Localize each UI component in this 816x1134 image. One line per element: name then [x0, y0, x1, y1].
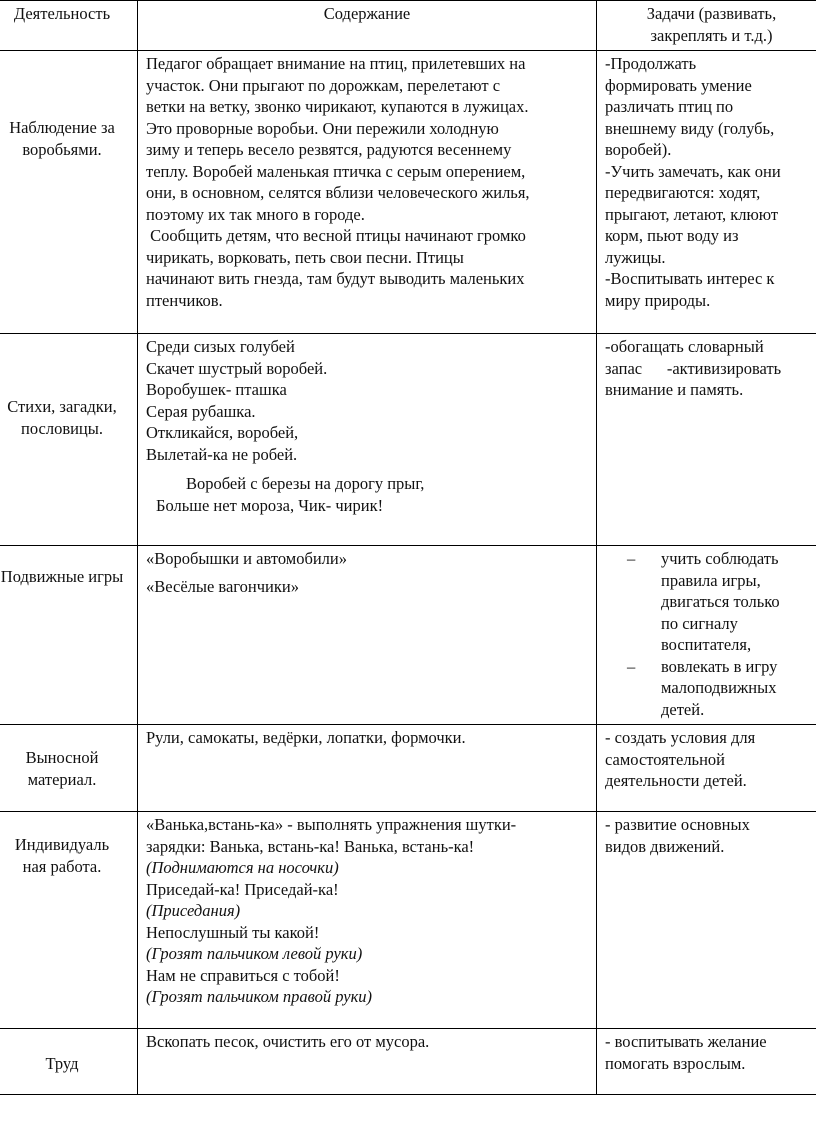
tasks-cell	[597, 51, 816, 334]
poem-line: Откликайся, воробей,	[146, 423, 299, 442]
task-line: самостоятельной	[605, 749, 725, 769]
exercise-note: (Грозят пальчиком левой руки)	[146, 944, 363, 963]
task-line: - воспитывать желание	[605, 1032, 767, 1051]
riddle-block	[146, 473, 588, 516]
task-line: корм, пьют воду из	[605, 226, 739, 245]
tasks-cell	[597, 812, 816, 1029]
content-line: они, в основном, селятся вблизи человеческого жилья,	[146, 183, 530, 202]
content-line: зиму и теперь весело резвятся, радуются весеннему	[146, 140, 512, 159]
activity-label: пословицы.	[21, 418, 103, 438]
content-line: Рули, самокаты, ведёрки, лопатки, формочки.	[146, 728, 466, 747]
tasks-list	[605, 548, 816, 720]
task-line: внимание и память.	[605, 380, 744, 399]
content-line: участок. Они прыгают по дорожкам, перелетают с	[146, 75, 501, 95]
activity-cell	[0, 334, 138, 546]
activity-cell	[0, 546, 138, 725]
exercise-line: зарядки: Ванька, встань-ка! Ванька, встань-ка!	[146, 836, 475, 856]
content-line: начинают вить гнезда, там будут выводить маленьких	[146, 269, 525, 288]
task-line: -Учить замечать, как они	[605, 161, 781, 181]
task-line: прыгают, летают, клюют	[605, 204, 779, 224]
activity-label: воробьями.	[22, 139, 102, 159]
content-line: Сообщить детям, что весной птицы начинают громко	[146, 226, 526, 245]
content-line: ветки на ветку, звонко чирикают, купаются в лужицах.	[146, 97, 529, 116]
header-content	[138, 1, 597, 51]
header-content-text: Содержание	[323, 4, 411, 23]
task-line: помогать взрослым.	[605, 1053, 746, 1073]
task-line: – вовлекать в игру	[661, 656, 778, 676]
header-activity	[0, 1, 138, 51]
poem-line: Среди сизых голубей	[146, 337, 295, 356]
list-item	[661, 656, 816, 721]
content-cell	[138, 1029, 597, 1095]
table-row	[0, 334, 816, 546]
task-line: деятельности детей.	[605, 771, 747, 790]
list-item	[661, 548, 816, 656]
activity-label: Выносной	[25, 748, 99, 767]
task-line: двигаться только	[661, 592, 780, 611]
table-row	[0, 812, 816, 1029]
task-line: -Воспитывать интерес к	[605, 269, 775, 288]
poem-line: Вылетай-ка не робей.	[146, 444, 298, 464]
task-line: запас -активизировать	[605, 358, 782, 378]
activity-cell	[0, 812, 138, 1029]
tasks-cell	[597, 546, 816, 725]
tasks-cell	[597, 1029, 816, 1095]
activity-cell	[0, 725, 138, 812]
exercise-note: (Поднимаются на носочки)	[146, 858, 339, 877]
task-line: - развитие основных	[605, 815, 750, 834]
task-line: лужицы.	[605, 247, 666, 267]
content-line: Педагог обращает внимание на птиц, прилетевших на	[146, 54, 526, 73]
task-line: миру природы.	[605, 290, 711, 310]
activity-cell	[0, 51, 138, 334]
activity-label: Стихи, загадки,	[7, 397, 117, 416]
task-line: формировать умение	[605, 75, 752, 95]
content-cell	[138, 812, 597, 1029]
task-line: правила игры,	[661, 570, 761, 590]
poem-line: Скачет шустрый воробей.	[146, 358, 328, 378]
task-line: внешнему виду (голубь,	[605, 118, 775, 138]
task-line: различать птиц по	[605, 97, 734, 116]
exercise-line: Приседай-ка! Приседай-ка!	[146, 879, 339, 899]
task-line: - создать условия для	[605, 728, 756, 747]
poem-line: Серая рубашка.	[146, 401, 256, 421]
table-row	[0, 1029, 816, 1095]
activity-label: Труд	[45, 1054, 79, 1073]
game-name: «Весёлые вагончики»	[146, 576, 299, 596]
activity-cell	[0, 1029, 138, 1095]
task-line: -обогащать словарный	[605, 337, 764, 356]
task-line: передвигаются: ходят,	[605, 183, 761, 202]
content-line: поэтому их так много в городе.	[146, 204, 365, 224]
activity-label: Подвижные игры	[0, 567, 124, 586]
task-line: воробей).	[605, 140, 672, 159]
header-tasks-line1: Задачи (развивать,	[646, 4, 777, 23]
task-line: воспитателя,	[661, 635, 752, 654]
poem-line: Воробушек- пташка	[146, 380, 287, 399]
task-line: по сигналу	[661, 613, 738, 633]
poem-line: Больше нет мороза, Чик- чирик!	[156, 495, 384, 515]
header-tasks	[597, 1, 816, 51]
header-activity-text: Деятельность	[13, 4, 111, 23]
task-line: – учить соблюдать	[661, 549, 779, 568]
table-row	[0, 725, 816, 812]
activity-label: Индивидуаль	[14, 835, 110, 854]
content-line: теплу. Воробей маленькая птичка с серым оперением,	[146, 161, 526, 181]
exercise-note: (Приседания)	[146, 901, 241, 920]
activity-label: материал.	[27, 769, 97, 789]
tasks-cell	[597, 334, 816, 546]
task-line: видов движений.	[605, 836, 725, 856]
activity-label: ная работа.	[22, 856, 102, 876]
exercise-line: Нам не справиться с тобой!	[146, 965, 340, 985]
content-line: Это проворные воробьи. Они пережили холодную	[146, 118, 499, 138]
header-tasks-line2: закреплять и т.д.)	[650, 25, 773, 45]
content-cell	[138, 51, 597, 334]
task-line: малоподвижных	[661, 678, 777, 697]
activity-label: Наблюдение за	[9, 118, 115, 137]
tasks-cell	[597, 725, 816, 812]
task-line: -Продолжать	[605, 54, 697, 73]
content-line: чирикать, ворковать, петь свои песни. Птицы	[146, 247, 464, 267]
exercise-note: (Грозят пальчиком правой руки)	[146, 987, 373, 1006]
content-cell	[138, 334, 597, 546]
table-row	[0, 546, 816, 725]
content-cell	[138, 546, 597, 725]
exercise-line: «Ванька,встань-ка» - выполнять упражнения шутки-	[146, 815, 517, 834]
content-line: птенчиков.	[146, 290, 223, 310]
content-line: Вскопать песок, очистить его от мусора.	[146, 1032, 430, 1051]
header-row	[0, 1, 816, 51]
content-cell	[138, 725, 597, 812]
game-name: «Воробышки и автомобили»	[146, 549, 347, 568]
table-row	[0, 51, 816, 334]
task-line: детей.	[661, 699, 705, 719]
poem-line: Воробей с березы на дорогу прыг,	[186, 474, 425, 493]
exercise-line: Непослушный ты какой!	[146, 922, 320, 942]
